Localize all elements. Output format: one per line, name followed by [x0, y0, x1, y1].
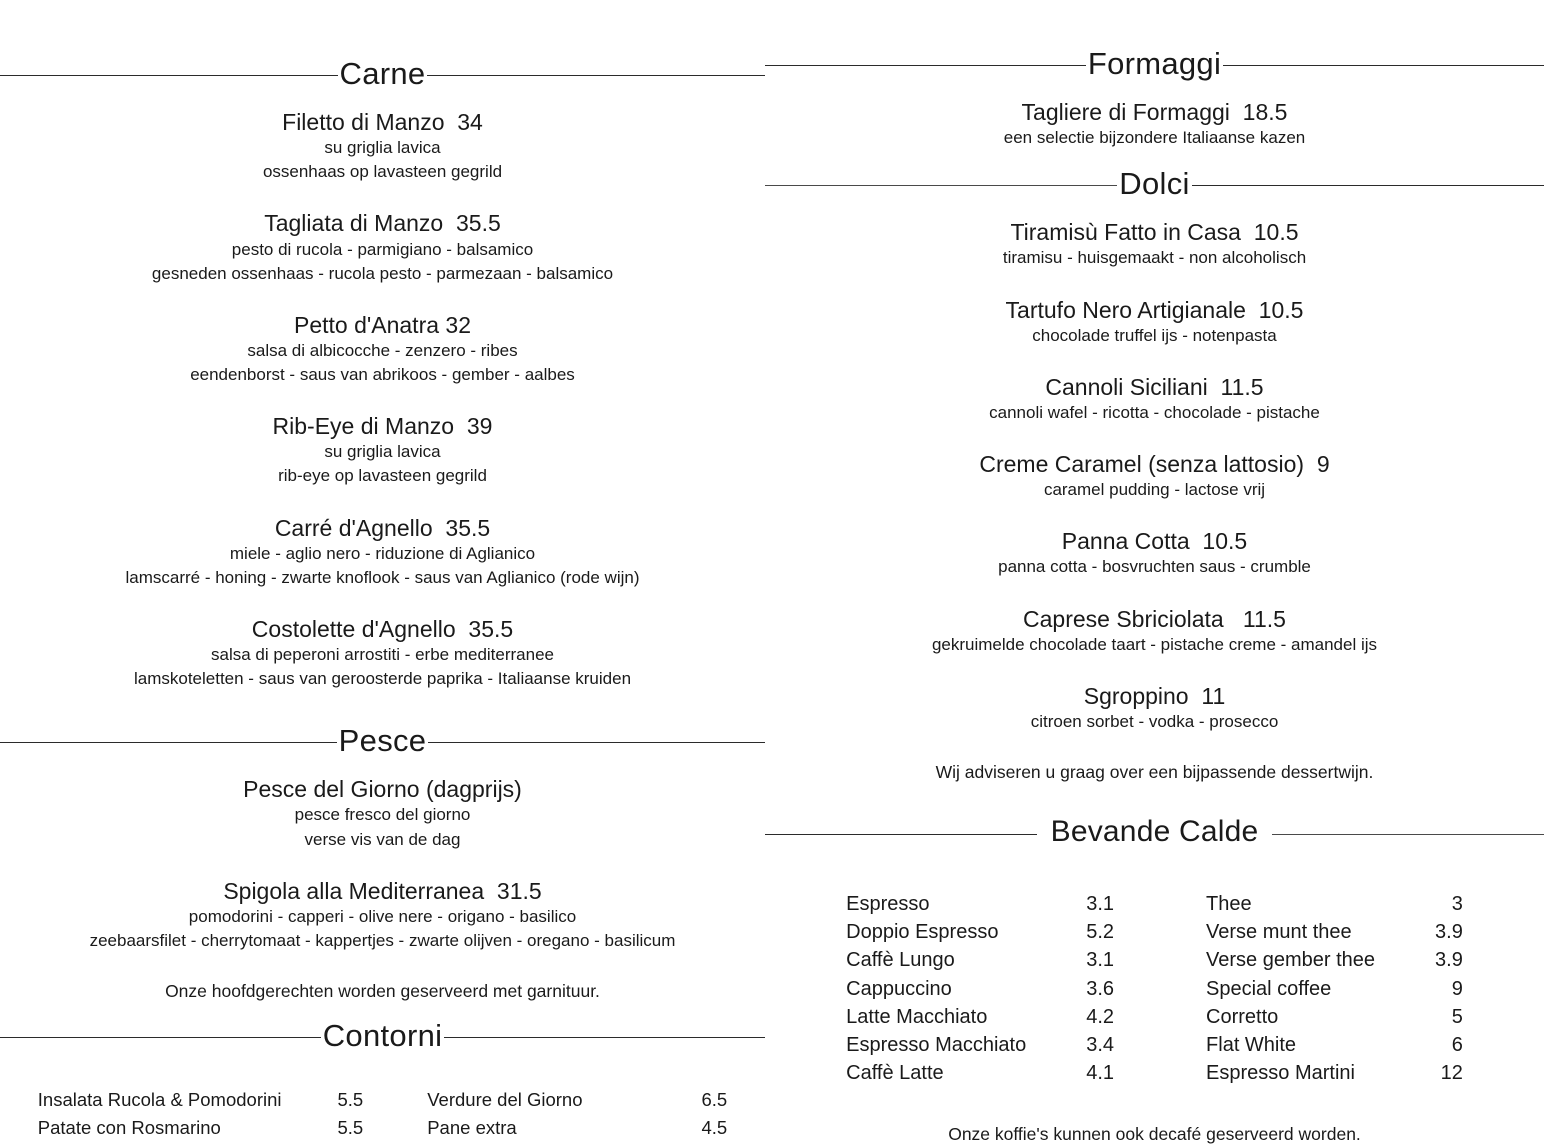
dish-item	[0, 616, 765, 691]
price-row	[38, 1115, 363, 1143]
dish-description-it: su griglia lavica	[324, 442, 441, 462]
item-price: 3.6	[1086, 977, 1115, 1000]
section-spacer	[0, 691, 765, 727]
dish-list-pesce	[0, 776, 765, 953]
dish-description-nl: zeebaarsfilet - cherrytomaat - kappertjes - zwarte olijven - oregano - basilicum	[89, 930, 676, 950]
price-row	[1206, 1032, 1463, 1060]
dish-name: Creme Caramel (senza lattosio) 9	[979, 451, 1330, 477]
dish-name: Costolette d'Agnello 35.5	[251, 615, 514, 642]
dish-description-it: pesce fresco del giorno	[294, 805, 471, 825]
dish-name: Carré d'Agnello 35.5	[274, 514, 491, 541]
price-row	[1206, 976, 1463, 1004]
dish-name: Panna Cotta 10.5	[1061, 528, 1248, 555]
item-label: Caffè Lungo	[846, 949, 955, 972]
dish-name: Sgroppino 11	[1083, 682, 1226, 709]
dish-name: Petto d'Anatra 32	[293, 311, 471, 338]
dish-item	[765, 683, 1544, 734]
dish-item	[765, 297, 1544, 348]
dish-description-nl: eendenborst - saus van abrikoos - gember - aalbes	[190, 365, 575, 384]
dish-description-it: pomodorini - capperi - olive nere - origano - basilico	[188, 906, 577, 926]
price-row	[846, 891, 1114, 919]
item-price: 3.1	[1086, 893, 1115, 915]
dish-description-nl: een selectie bijzondere Italiaanse kazen	[1003, 128, 1306, 148]
item-price: 6.5	[701, 1089, 728, 1110]
contorni-column-1	[38, 1087, 363, 1142]
item-label: Doppio Espresso	[846, 921, 999, 944]
item-label: Latte Macchiato	[846, 1005, 988, 1028]
dish-description-nl: cannoli wafel - ricotta - chocolade - pistache	[989, 402, 1320, 422]
bevande-price-list	[765, 891, 1544, 1088]
item-price: 3.9	[1435, 949, 1463, 972]
section-heading-pesce	[0, 723, 765, 759]
dish-name: Filetto di Manzo 34	[282, 109, 483, 135]
item-label: Espresso Martini	[1206, 1062, 1355, 1085]
section-heading-carne	[0, 56, 765, 91]
section-title: Contorni	[322, 1018, 443, 1053]
dish-list-dolci	[765, 219, 1544, 734]
item-price: 5.2	[1086, 921, 1115, 944]
dish-name: Pesce del Giorno (dagprijs)	[243, 776, 522, 803]
price-row	[1206, 919, 1463, 947]
contorni-price-list	[0, 1087, 765, 1142]
dish-name: Rib-Eye di Manzo 39	[272, 413, 493, 440]
price-row	[846, 1004, 1114, 1032]
price-row	[846, 976, 1114, 1004]
item-price: 4.1	[1086, 1062, 1115, 1085]
bevande-footnote: Onze koffie's kunnen ook decafé geserveerd worden.	[948, 1124, 1361, 1145]
item-label: Verse munt thee	[1206, 921, 1352, 944]
heading-rule-left	[765, 834, 1037, 835]
section-heading-formaggi	[765, 46, 1544, 81]
heading-rule-right	[428, 742, 765, 743]
item-label: Caffè Latte	[846, 1062, 944, 1085]
dish-description-it: su griglia lavica	[324, 138, 441, 158]
dish-name: Tartufo Nero Artigianale 10.5	[1005, 296, 1304, 323]
item-label: Thee	[1206, 893, 1252, 915]
dish-description-it: pesto di rucola - parmigiano - balsamico	[231, 239, 534, 259]
price-row	[38, 1087, 363, 1115]
price-row	[427, 1115, 727, 1143]
dish-description-nl: panna cotta - bosvruchten saus - crumble	[998, 557, 1311, 577]
section-heading-contorni	[0, 1018, 765, 1053]
item-price: 5.5	[337, 1089, 364, 1110]
section-heading-bevande-calde	[765, 815, 1544, 849]
item-label: Patate con Rosmarino	[37, 1116, 221, 1138]
item-label: Cappuccino	[846, 977, 952, 1000]
section-note-dolci: Wij adviseren u graag over een bijpassende dessertwijn.	[935, 762, 1374, 782]
dish-item	[765, 219, 1544, 270]
dish-item	[765, 528, 1544, 579]
section-title: Carne	[339, 56, 426, 91]
menu-column-right	[765, 0, 1544, 1145]
dish-item	[765, 99, 1544, 150]
price-row	[846, 1060, 1114, 1088]
item-price: 3.1	[1086, 949, 1115, 972]
dish-item	[0, 109, 765, 184]
dish-name: Cannoli Siciliani 11.5	[1045, 373, 1264, 400]
price-row	[1206, 1004, 1463, 1032]
dish-item	[0, 515, 765, 590]
item-price: 3.4	[1086, 1033, 1115, 1056]
section-title: Formaggi	[1087, 46, 1222, 81]
dish-item	[0, 878, 765, 953]
dish-name: Tagliere di Formaggi 18.5	[1021, 99, 1288, 125]
bevande-column-2	[1206, 891, 1463, 1088]
dish-item	[0, 413, 765, 488]
dish-description-nl: citroen sorbet - vodka - prosecco	[1030, 711, 1279, 731]
dish-description-it: miele - aglio nero - riduzione di Aglianico	[229, 543, 536, 563]
heading-rule-right	[1192, 185, 1544, 186]
heading-rule-left	[0, 75, 338, 76]
section-title: Dolci	[1119, 166, 1190, 202]
price-row	[846, 919, 1114, 947]
dish-name: Spigola alla Mediterranea 31.5	[223, 877, 542, 904]
item-label: Espresso	[846, 893, 930, 915]
price-row	[1206, 947, 1463, 975]
item-label: Pane extra	[427, 1116, 517, 1138]
item-price: 9	[1451, 977, 1463, 1000]
dish-description-it: salsa di albicocche - zenzero - ribes	[247, 340, 518, 360]
dish-item	[765, 451, 1544, 502]
dish-description-nl: gesneden ossenhaas - rucola pesto - parmezaan - balsamico	[151, 263, 614, 283]
dish-item	[765, 606, 1544, 657]
heading-rule-left	[765, 185, 1117, 186]
dish-name: Tagliata di Manzo 35.5	[264, 210, 501, 237]
section-note-pesce: Onze hoofdgerechten worden geserveerd met garnituur.	[165, 981, 600, 1001]
section-title: Pesce	[338, 723, 427, 759]
dish-list-formaggi	[765, 99, 1544, 150]
dish-item	[765, 374, 1544, 425]
dish-item	[0, 312, 765, 387]
dish-list-carne	[0, 109, 765, 691]
heading-rule-right	[444, 1037, 765, 1038]
item-label: Special coffee	[1206, 977, 1332, 1000]
dish-item	[0, 210, 765, 285]
price-row	[846, 947, 1114, 975]
item-price: 5.5	[337, 1116, 364, 1138]
section-heading-dolci	[765, 166, 1544, 202]
section-spacer	[765, 783, 1544, 819]
dish-description-nl: ossenhaas op lavasteen gegrild	[262, 162, 503, 182]
dish-description-nl: chocolade truffel ijs - notenpasta	[1032, 325, 1277, 345]
dish-description-nl: gekruimelde chocolade taart - pistache creme - amandel ijs	[931, 634, 1378, 654]
item-price: 5	[1451, 1005, 1463, 1028]
dish-description-nl: verse vis van de dag	[304, 829, 461, 849]
dish-name: Caprese Sbriciolata 11.5	[1023, 605, 1286, 632]
dish-description-nl: caramel pudding - lactose vrij	[1043, 480, 1266, 500]
price-row	[846, 1032, 1114, 1060]
item-price: 3.9	[1435, 921, 1463, 944]
heading-rule-left	[765, 65, 1086, 66]
dish-item	[0, 776, 765, 851]
dish-name: Tiramisù Fatto in Casa 10.5	[1010, 219, 1299, 246]
item-label: Insalata Rucola & Pomodorini	[37, 1089, 282, 1110]
bevande-column-1	[846, 891, 1114, 1088]
item-label: Verdure del Giorno	[427, 1089, 583, 1110]
contorni-column-2	[427, 1087, 727, 1142]
item-label: Flat White	[1206, 1033, 1297, 1056]
item-label: Corretto	[1206, 1005, 1279, 1028]
menu-column-left	[0, 0, 765, 1142]
price-row	[1206, 891, 1463, 919]
heading-rule-right	[1272, 834, 1544, 835]
heading-rule-left	[0, 742, 337, 743]
dish-description-nl: tiramisu - huisgemaakt - non alcoholisch	[1002, 248, 1307, 268]
item-price: 12	[1440, 1062, 1463, 1085]
dish-description-nl: rib-eye op lavasteen gegrild	[278, 466, 487, 486]
item-price: 3	[1451, 893, 1463, 915]
item-label: Espresso Macchiato	[846, 1033, 1027, 1056]
item-price: 6	[1451, 1033, 1463, 1056]
item-label: Verse gember thee	[1206, 949, 1376, 972]
item-price: 4.5	[701, 1116, 728, 1138]
dish-description-nl: lamskoteletten - saus van geroosterde paprika - Italiaanse kruiden	[133, 669, 632, 689]
section-title: Bevande Calde	[1050, 815, 1259, 848]
price-row	[427, 1087, 727, 1115]
heading-rule-right	[427, 75, 765, 76]
item-price: 4.2	[1086, 1005, 1115, 1028]
price-row	[1206, 1060, 1463, 1088]
dish-description-it: salsa di peperoni arrostiti - erbe mediterranee	[210, 645, 554, 664]
heading-rule-right	[1223, 65, 1544, 66]
dish-description-nl: lamscarré - honing - zwarte knoflook - saus van Aglianico (rode wijn)	[125, 567, 640, 587]
heading-rule-left	[0, 1037, 321, 1038]
